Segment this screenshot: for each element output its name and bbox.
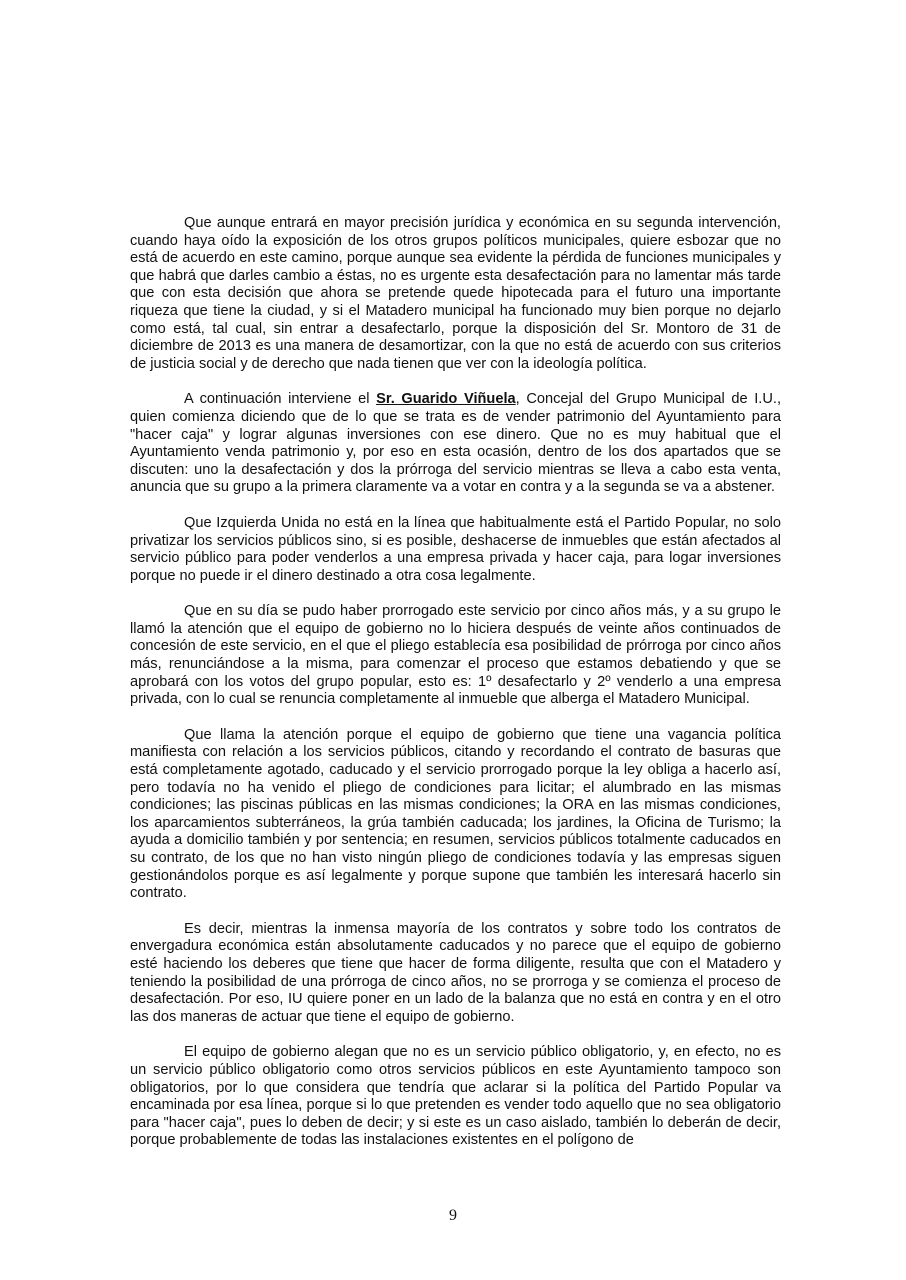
- paragraph-4: Que en su día se pudo haber prorrogado este servicio por cinco años más, y a su grupo le llamó la atención que el equipo de gobierno no lo hiciera después de veinte años continuados de concesión de este servicio, en el que el pliego establecía esa posibilidad de prórroga por cinco años más, renunciándose a la misma, para comenzar el proceso que estamos debatiendo y que se aprobará con los votos del grupo popular, esto es: 1º desafectarlo y 2º venderlo a una empresa privada, con lo cual se renuncia completamente al inmueble que alberga el Matadero Municipal.: [130, 603, 781, 708]
- paragraph-1: Que aunque entrará en mayor precisión jurídica y económica en su segunda intervención, cuando haya oído la exposición de los otros grupos políticos municipales, quiere esbozar que no está de acuerdo en este camino, porque aunque sea evidente la pérdida de funciones municipales y que habrá que darles cambio a éstas, no es urgente esta desafectación para no lamentar más tarde que con esta decisión que ahora se pretende quede hipotecada para el futuro una importante riqueza que tiene la ciudad, y si el Matadero municipal ha funcionado muy bien porque no dejarlo como está, tal cual, sin entrar a desafectarlo, porque la disposición del Sr. Montoro de 31 de diciembre de 2013 es una manera de desamortizar, con la que no está de acuerdo con sus criterios de justicia social y de derecho que nada tienen que ver con la ideología política.: [130, 215, 781, 372]
- paragraph-3: Que Izquierda Unida no está en la línea que habitualmente está el Partido Popular, no solo privatizar los servicios públicos sino, si es posible, deshacerse de inmuebles que están afectados al servicio público para poder venderlos a una empresa privada y hacer caja, para logar inversiones porque no puede ir el dinero destinado a otra cosa legalmente.: [130, 514, 781, 584]
- paragraph-2-rest: , Concejal del Grupo Municipal de I.U., quien comienza diciendo que de lo que se trata es de vender patrimonio del Ayuntamiento para "hacer caja" y lograr algunas inversiones con ese dinero. Que no es muy habitual que el Ayuntamiento venda patrimonio y, por eso en esta ocasión, dentro de los dos apartados que se discuten: uno la desafectación y dos la prórroga del servicio mientras se lleva a cabo esta venta, anuncia que su grupo a la primera claramente va a votar en contra y a la segunda se va a abstener.: [130, 391, 782, 496]
- paragraph-7: El equipo de gobierno alegan que no es un servicio público obligatorio, y, en efecto, no es un servicio público obligatorio como otros servicios públicos en este Ayuntamiento tampoco son obligatorios, por lo que considera que tendría que aclarar si la política del Partido Popular va encaminada por esa línea, porque si lo que pretenden es vender todo aquello que no sea obligatorio para "hacer caja", pues lo deben de decir; y si este es un caso aislado, también lo deberán de decir, porque probablemente de todas las instalaciones existentes en el polígono de: [130, 1044, 781, 1149]
- paragraph-2-lead: A continuación interviene el: [184, 391, 377, 408]
- paragraph-5: Que llama la atención porque el equipo de gobierno que tiene una vagancia política manifiesta con relación a los servicios públicos, citando y recordando el contrato de basuras que está completamente agotado, caducado y el servicio prorrogado porque la ley obliga a hacerlo así, pero todavía no ha venido el pliego de condiciones para licitar; el alumbrado en las mismas condiciones; las piscinas públicas en las mismas condiciones; la ORA en las mismas condiciones, los aparcamientos subterráneos, la grúa también caducada; los jardines, la Oficina de Turismo; la ayuda a domicilio también y por sentencia; en resumen, servicios públicos totalmente caducados en su contrato, de los que no han visto ningún pliego de condiciones todavía y las empresas siguen gestionándolos porque es así legalmente y porque supone que también les interesará hacerlo sin contrato.: [130, 726, 781, 902]
- paragraph-2: [130, 391, 781, 497]
- paragraph-6: Es decir, mientras la inmensa mayoría de los contratos y sobre todo los contratos de envergadura económica están absolutamente caducados y no parece que el equipo de gobierno esté haciendo los deberes que tiene que hacer de forma diligente, resulta que con el Matadero y teniendo la posibilidad de una prórroga de cinco años, no se prorroga y se comienza el proceso de desafectación. Por eso, IU quiere poner en un lado de la balanza que no está en contra y en el otro las dos maneras de actuar que tiene el equipo de gobierno.: [130, 920, 781, 1025]
- page-number: 9: [449, 1207, 457, 1224]
- document-body: [130, 215, 781, 1168]
- speaker-name: Sr. Guarido Viñuela: [376, 391, 516, 408]
